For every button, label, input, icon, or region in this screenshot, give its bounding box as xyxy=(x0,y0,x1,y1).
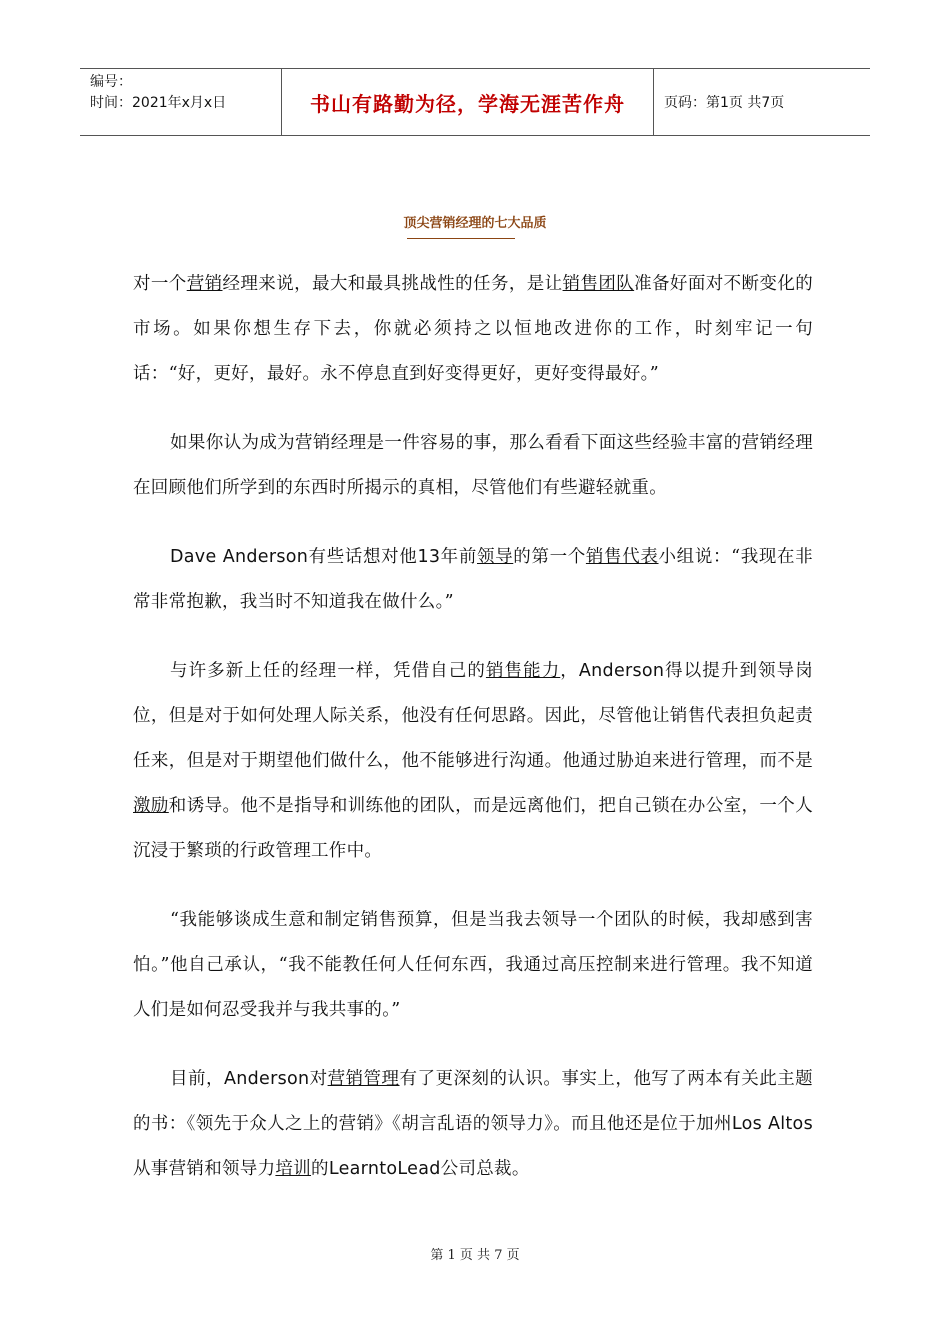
document-title: 顶尖营销经理的七大品质 xyxy=(403,216,547,231)
linked-term[interactable]: 营销管理 xyxy=(327,1069,400,1089)
header-meta xyxy=(80,69,282,135)
paragraph-text: Anderson xyxy=(223,1069,310,1089)
paragraph-text: 得以提升到领导岗位，但是对于如何处理人际关系，他没有任何思路。因此，尽管他让销售代表担负起责任来，但是对于期望他们做什么，他不能够进行沟通。他通过胁迫来进行管理，而不是 xyxy=(133,661,813,771)
paragraph-text: 对一个 xyxy=(133,274,187,294)
paragraph-text: 与许多新上任的经理一样，凭借自己的 xyxy=(170,661,486,681)
paragraph-text: ， xyxy=(560,661,579,681)
body-paragraph xyxy=(133,649,813,874)
paragraph-text: Dave Anderson xyxy=(170,547,309,567)
paragraph-text: Anderson xyxy=(578,661,665,681)
paragraph-text: 对 xyxy=(309,1069,328,1089)
paragraph-text: 如果你认为成为营销经理是一件容易的事，那么看看下面这些经验丰富的营销经理在回顾他们所学到的东西时所揭示的真相，尽管他们有些避轻就重。 xyxy=(133,433,813,498)
paragraph-text: 的 xyxy=(311,1159,329,1179)
number-label: 编号： xyxy=(90,74,132,90)
linked-term[interactable]: 营销 xyxy=(186,274,223,294)
paragraph-text: 和诱导。他不是指导和训练他的团队，而是远离他们，把自己锁在办公室，一个人沉浸于繁琐的行政管理工作中。 xyxy=(133,796,813,861)
linked-term[interactable]: 销售团队 xyxy=(562,274,635,294)
body-paragraph xyxy=(133,1057,813,1192)
header-page-cell xyxy=(654,69,870,135)
page-footer: 第 1 页 共 7 页 xyxy=(430,1248,520,1263)
linked-term[interactable]: 销售能力 xyxy=(485,661,561,681)
paragraph-text: Los Altos xyxy=(731,1114,813,1134)
paragraph-text: 目前， xyxy=(170,1069,224,1089)
header-motto-cell xyxy=(282,69,654,135)
paragraph-text: 小组说：“我现在非常非常抱歉，我当时不知道我在做什么。” xyxy=(133,547,813,612)
linked-term[interactable]: 激励 xyxy=(133,796,169,816)
paragraph-text: 从事营销和领导力 xyxy=(133,1159,276,1179)
body-paragraph xyxy=(133,421,813,511)
paragraph-text: 公司总裁。 xyxy=(440,1159,530,1179)
linked-term[interactable]: 销售代表 xyxy=(585,547,659,567)
motto-text: 书山有路勤为径，学海无涯苦作舟 xyxy=(310,91,625,116)
paragraph-text: LearntoLead xyxy=(328,1159,441,1179)
paragraph-text: 有些话想对他 xyxy=(308,547,418,567)
paragraph-text: 年前 xyxy=(440,547,477,567)
page-info: 页码：第1页 共7页 xyxy=(664,95,785,111)
body-paragraph xyxy=(133,535,813,625)
linked-term[interactable]: 领导 xyxy=(476,547,514,567)
body-paragraph xyxy=(133,262,813,397)
body-paragraph xyxy=(133,898,813,1033)
date-label: 时间：2021年x月x日 xyxy=(90,95,227,111)
title-underline xyxy=(407,238,515,239)
paragraph-text: “我能够谈成生意和制定销售预算，但是当我去领导一个团队的时候，我却感到害怕。”他自己承认，“我不能教任何人任何东西，我通过高压控制来进行管理。我不知道人们是如何忍受我并与我共事的。” xyxy=(133,910,813,1020)
header-table xyxy=(80,68,870,136)
paragraph-text: 经理来说，最大和最具挑战性的任务，是让 xyxy=(222,274,563,294)
paragraph-text: 的第一个 xyxy=(513,547,586,567)
paragraph-text: 准备好面对不断变化的市场。如果你想生存下去，你就必须持之以恒地改进你的工作，时刻牢记一句话：“好，更好，最好。永不停息直到好变得更好，更好变得最好。” xyxy=(133,274,814,384)
paragraph-text: 有了更深刻的认识。事实上，他写了两本有关此主题的书：《领先于众人之上的营销》《胡言乱语的领导力》。而且他还是位于加州 xyxy=(133,1069,813,1134)
paragraph-text: 13 xyxy=(417,547,441,567)
linked-term[interactable]: 培训 xyxy=(275,1159,312,1179)
document-body xyxy=(133,262,813,1216)
